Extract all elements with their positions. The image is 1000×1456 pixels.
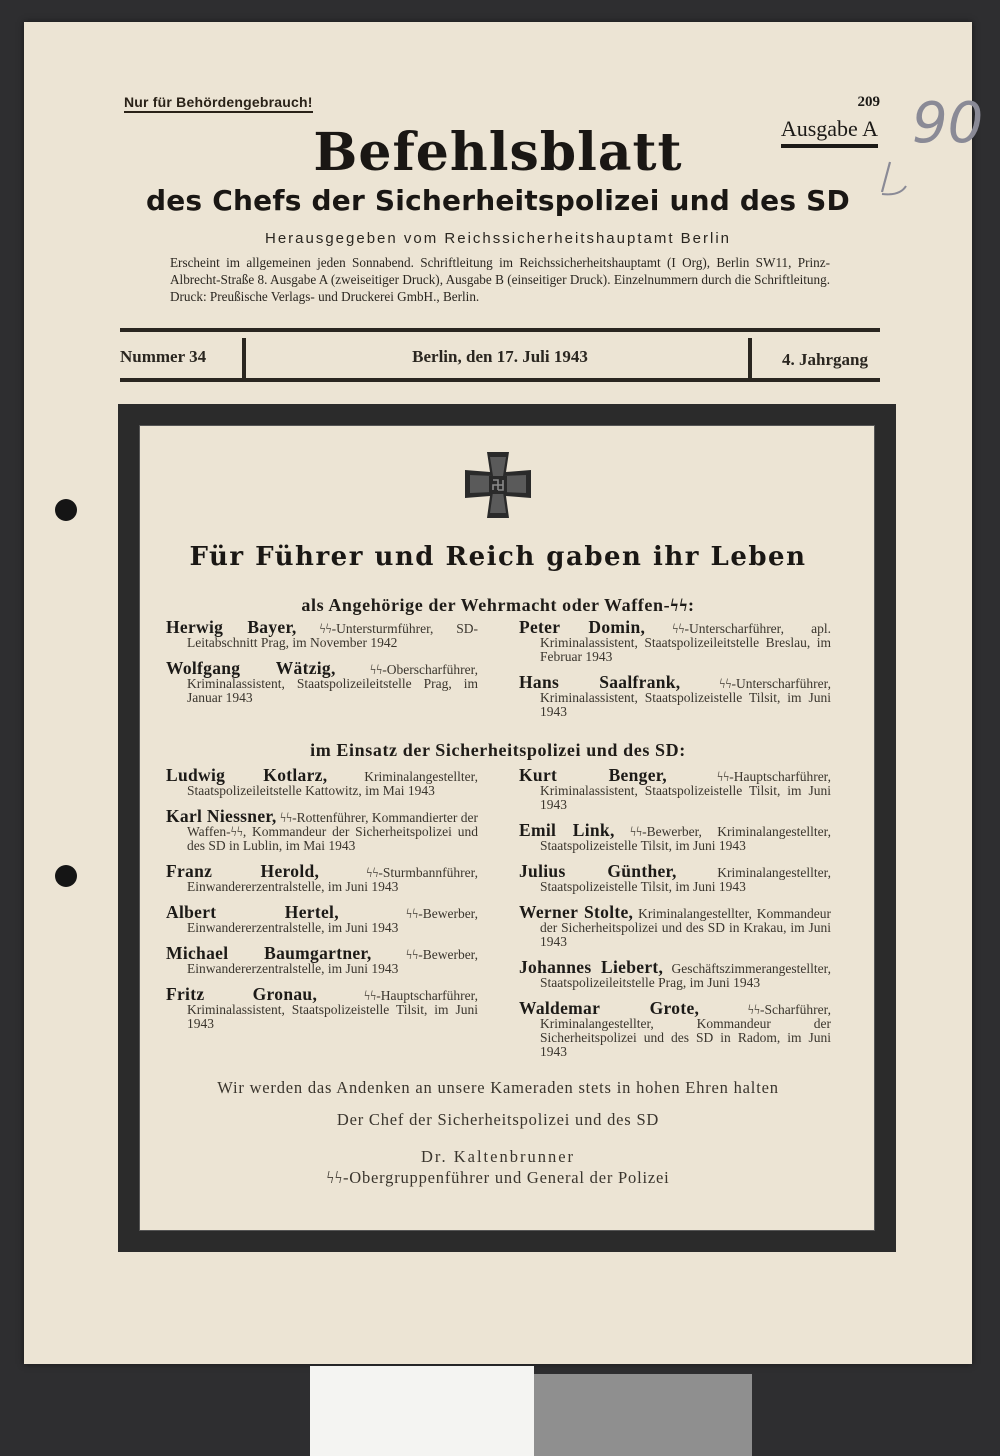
divider-bottom (120, 378, 880, 382)
memorial-entry: Fritz Gronau, ϟϟ-Hauptscharführer, Kriminalassistent, Staatspolizeistelle Tilsit, im Juni 1943 (166, 984, 478, 1031)
signature-office: Der Chef der Sicherheitspolizei und des SD (336, 1110, 660, 1129)
memorial-entry: Ludwig Kotlarz, Kriminalangestellter, Staatspolizeileitstelle Kattowitz, im Mai 1943 (166, 765, 478, 798)
memorial-entry: Emil Link, ϟϟ-Bewerber, Kriminalangestellter, Staatspolizeistelle Tilsit, im Juni 1943 (519, 820, 832, 853)
memorial-entry: Werner Stolte, Kriminalangestellter, Kommandeur der Sicherheitspolizei und des SD in Krakau, im Juni 1943 (519, 902, 831, 949)
punch-hole-bottom (55, 865, 77, 887)
section2-left-column (166, 765, 479, 1042)
document-subtitle: des Chefs der Sicherheitspolizei und des SD (146, 184, 850, 217)
publisher-line: Herausgegeben vom Reichssicherheitshauptamt Berlin (264, 230, 732, 247)
memorial-entry: Peter Domin, ϟϟ-Unterscharführer, apl. Kriminalassistent, Staatspolizeileitstelle Breslau, im Februar 1943 (519, 617, 831, 664)
document-title: Befehlsblatt (313, 122, 683, 183)
iron-cross-icon (461, 450, 535, 520)
divider-vertical-left (242, 338, 246, 380)
edition-label: Ausgabe A (781, 116, 878, 148)
svg-text:90: 90 (912, 91, 984, 156)
memorial-entry: Albert Hertel, ϟϟ-Bewerber, Einwandererzentralstelle, im Juni 1943 (166, 902, 479, 935)
section-heading-wehrmacht: als Angehörige der Wehrmacht oder Waffen-ϟϟ: (301, 595, 695, 615)
page-number: 209 (857, 94, 880, 110)
section-heading-einsatz: im Einsatz der Sicherheitspolizei und des SD: (310, 740, 686, 760)
memorial-entry: Wolfgang Wätzig, ϟϟ-Oberscharführer, Kriminalassistent, Staatspolizeileitstelle Prag, im Januar 1943 (166, 658, 478, 705)
memorial-entry: Franz Herold, ϟϟ-Sturmbannführer, Einwandererzentralstelle, im Juni 1943 (166, 861, 478, 894)
memorial-entry: Hans Saalfrank, ϟϟ-Unterscharführer, Kriminalassistent, Staatspolizeistelle Tilsit, im Juni 1943 (519, 672, 831, 719)
memorial-entry: Karl Niessner, ϟϟ-Rottenführer, Kommandierter der Waffen-ϟϟ, Kommandeur der Sicherheitspolizei und des SD in Lublin, im Mai 1943 (166, 806, 478, 853)
document-page (24, 22, 984, 1364)
section1-right-column (519, 617, 831, 730)
restriction-notice: Nur für Behördengebrauch! (124, 94, 313, 113)
closing-line: Wir werden das Andenken an unsere Kameraden stets in hohen Ehren halten (217, 1078, 779, 1097)
signature-name: Dr. Kaltenbrunner (420, 1147, 576, 1166)
memorial-entry: Johannes Liebert, Geschäftszimmerangestellter, Staatspolizeileitstelle Prag, im Juni 1943 (519, 957, 831, 990)
section1-left-column (166, 617, 478, 716)
memorial-entry: Julius Günther, Kriminalangestellter, Staatspolizeistelle Tilsit, im Juni 1943 (519, 861, 831, 894)
section2-right-column (519, 765, 832, 1070)
memorial-entry: Kurt Benger, ϟϟ-Hauptscharführer, Kriminalassistent, Staatspolizeistelle Tilsit, im Juni 1943 (519, 765, 832, 812)
memorial-entry: Herwig Bayer, ϟϟ-Untersturmführer, SD-Leitabschnitt Prag, im November 1942 (166, 617, 478, 650)
memorial-entry: Waldemar Grote, ϟϟ-Scharführer, Kriminalangestellter, Kommandeur der Sicherheitspolizei und des SD in Radom, im Juni 1943 (519, 998, 831, 1059)
memorial-entry: Michael Baumgartner, ϟϟ-Bewerber, Einwandererzentralstelle, im Juni 1943 (166, 943, 479, 976)
divider-top (120, 328, 880, 332)
memorial-heading: Für Führer und Reich gaben ihr Leben (189, 542, 807, 572)
scan-calibration-white (310, 1366, 534, 1456)
signature-rank: ϟϟ-Obergruppenführer und General der Polizei (326, 1168, 670, 1187)
scan-calibration-grey (534, 1374, 752, 1456)
issue-number: Nummer 34 (120, 347, 207, 366)
issue-date: Berlin, den 17. Juli 1943 (412, 347, 588, 366)
punch-hole-top (55, 499, 77, 521)
publication-info: Erscheint im allgemeinen jeden Sonnabend. Schriftleitung im Reichssicherheitshauptamt (I Org), Berlin SW11, Prinz-Albrecht-Straße 8. Ausgabe A (zweiseitiger Druck), Ausgabe B (einseitiger Druck). Einzelnummern durch die Schriftleitung. Druck: Preußische Verlags- und Druckerei GmbH., Berlin. (170, 255, 830, 304)
divider-vertical-right (748, 338, 752, 380)
issue-year: 4. Jahrgang (782, 350, 868, 369)
